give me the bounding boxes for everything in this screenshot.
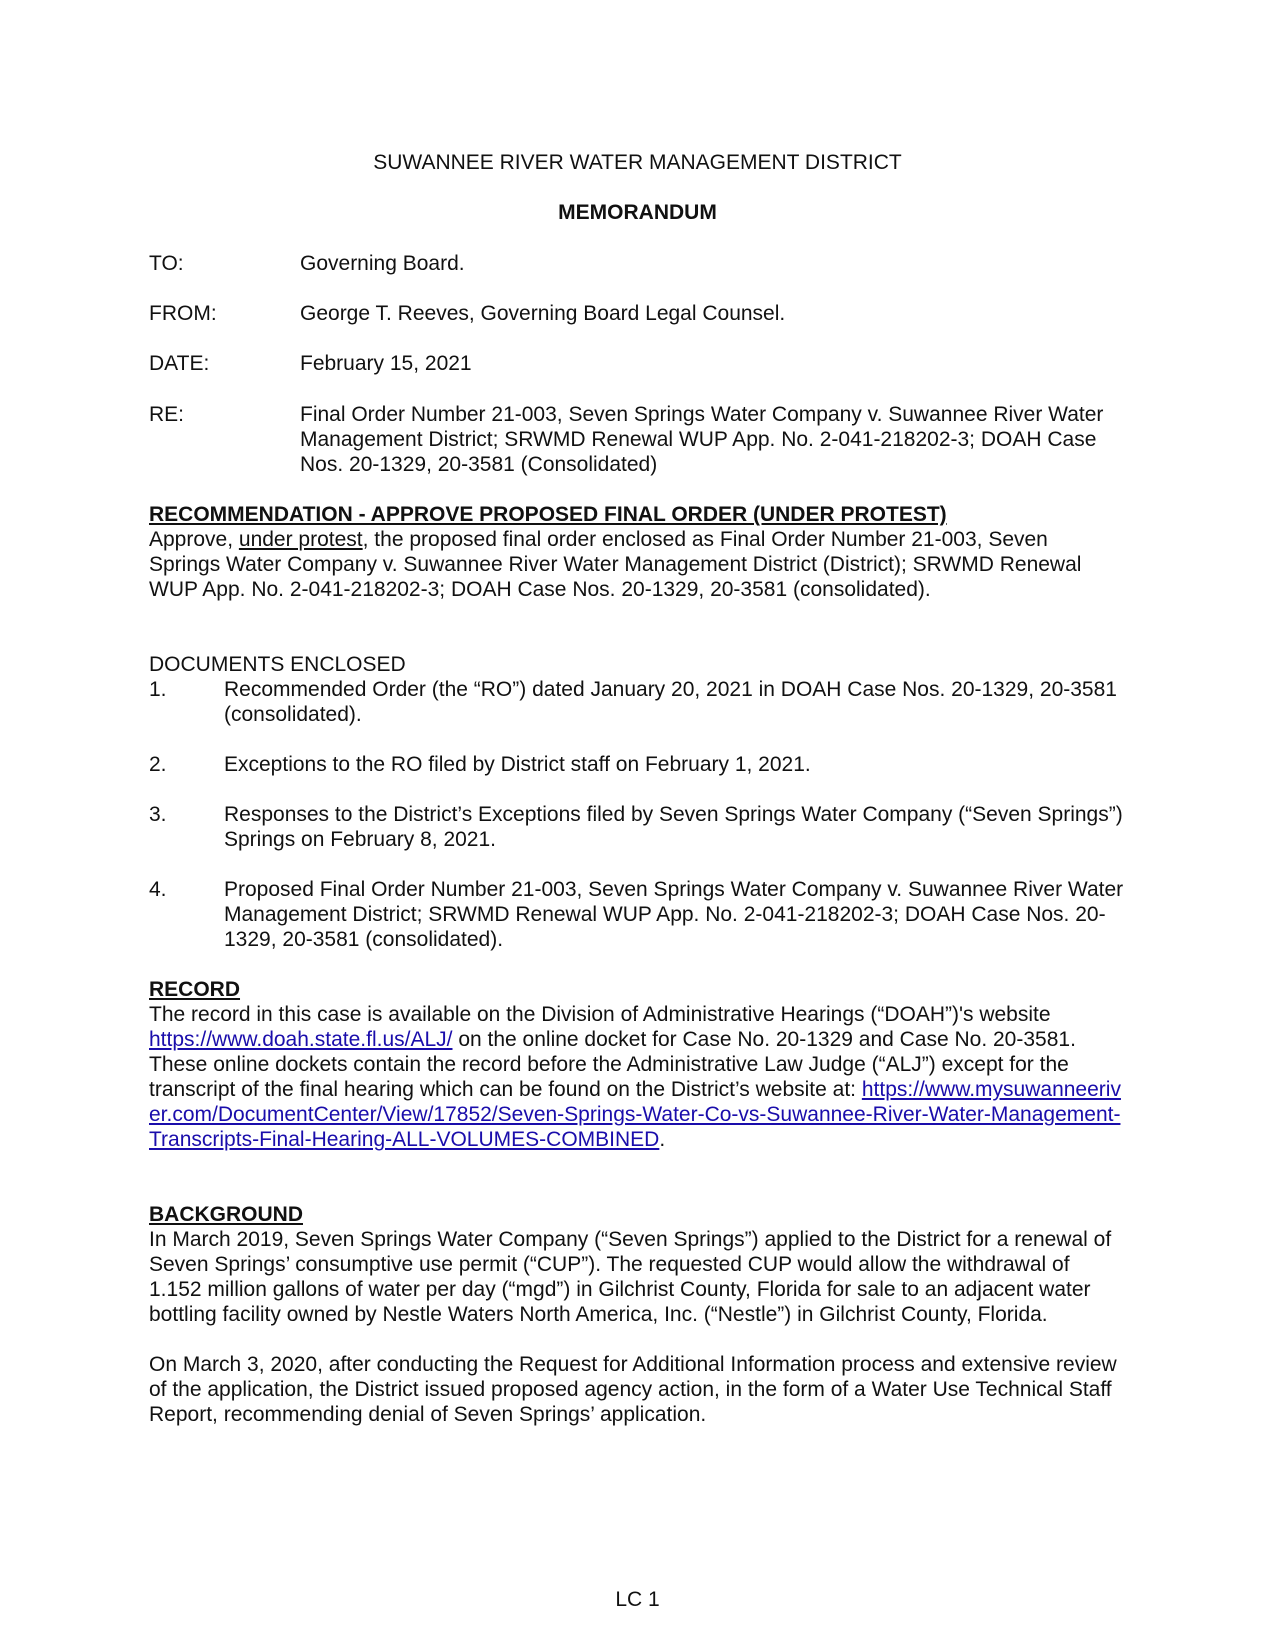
documents-heading: DOCUMENTS ENCLOSED [149, 653, 406, 676]
recommendation-section [149, 502, 1124, 602]
background-paragraph-1: In March 2019, Seven Springs Water Company (“Seven Springs”) applied to the District for a renewal of Seven Springs’ consumptive use permit (“CUP”). The requested CUP would allow the withdrawal of 1.152 million gallons of water per day (“mgd”) in Gilchrist County, Florida for sale to an adjacent water bottling facility owned by Nestle Waters North America, Inc. (“Nestle”) in Gilchrist County, Florida. [149, 1228, 1112, 1326]
list-item-text: Exceptions to the RO filed by District staff on February 1, 2021. [224, 753, 811, 776]
record-text-2: on the online docket for Case No. 20-1329 and Case No. 20-3581. These online dockets contain the record before the Administrative Law Judge (“ALJ”) except for the transcript of the final hearing which can be found on the District’s website at: [149, 1028, 1076, 1101]
background-heading: BACKGROUND [149, 1203, 303, 1226]
documents-list [0, 677, 1275, 951]
recommendation-text-end: , the proposed final order enclosed as Final Order Number 21-003, Seven Springs Water Company v. Suwannee River Water Management District (District); SRWMD Renewal WUP App. No. 2-041-218202-3; DOAH Case Nos. 20-1329, 20-3581 (consolidated). [149, 528, 1082, 601]
list-item-text: Responses to the District’s Exceptions filed by Seven Springs Water Company (“Seven Springs”) Springs on February 8, 2021. [224, 803, 1123, 851]
recommendation-text-start: Approve, [149, 528, 239, 551]
date-value: February 15, 2021 [300, 352, 472, 375]
recommendation-heading: RECOMMENDATION - APPROVE PROPOSED FINAL ORDER (UNDER PROTEST) [149, 503, 947, 526]
to-value: Governing Board. [300, 252, 465, 275]
organization-name: SUWANNEE RIVER WATER MANAGEMENT DISTRICT [373, 151, 902, 174]
re-value: Final Order Number 21-003, Seven Springs Water Company v. Suwannee River Water Management District; SRWMD Renewal WUP App. No. 2-041-218202-3; DOAH Case Nos. 20-1329, 20-3581 (Consolidated) [300, 403, 1104, 476]
date-label: DATE: [149, 352, 210, 375]
to-label: TO: [149, 252, 184, 275]
list-item-text: Recommended Order (the “RO”) dated January 20, 2021 in DOAH Case Nos. 20-1329, 20-3581 (consolidated). [224, 678, 1117, 726]
transcript-link[interactable]: https://www.mysuwanneeriver.com/DocumentCenter/View/17852/Seven-Springs-Water-Co-vs-Suwannee-River-Water-Management-Transcripts-Final-Hearing-ALL-VOLUMES-COMBINED [149, 1078, 1121, 1151]
recommendation-text [149, 527, 1124, 602]
from-value: George T. Reeves, Governing Board Legal Counsel. [300, 302, 786, 325]
record-section [149, 977, 1124, 1152]
list-item-number: 4. [149, 878, 167, 901]
list-item-number: 3. [149, 803, 167, 826]
background-paragraph-2: On March 3, 2020, after conducting the Request for Additional Information process and extensive review of the application, the District issued proposed agency action, in the form of a Water Use Technical Staff Report, recommending denial of Seven Springs’ application. [149, 1353, 1117, 1426]
list-item-text: Proposed Final Order Number 21-003, Seven Springs Water Company v. Suwannee River Water Management District; SRWMD Renewal WUP App. No. 2-041-218202-3; DOAH Case Nos. 20-1329, 20-3581 (consolidated). [224, 878, 1124, 951]
doah-link[interactable]: https://www.doah.state.fl.us/ALJ/ [149, 1028, 453, 1051]
record-text [149, 1002, 1124, 1152]
under-protest-underlined: under protest [238, 528, 363, 551]
record-text-3: . [659, 1128, 666, 1151]
re-label: RE: [149, 403, 185, 426]
record-heading: RECORD [149, 978, 241, 1001]
list-item-number: 2. [149, 753, 167, 776]
record-text-1: The record in this case is available on the Division of Administrative Hearings (“DOAH”)'s website [149, 1003, 1051, 1026]
from-label: FROM: [149, 302, 217, 325]
memo-title: MEMORANDUM [558, 201, 717, 224]
background-section [149, 1202, 1124, 1427]
page-number: LC 1 [615, 1588, 660, 1611]
list-item-number: 1. [149, 678, 167, 701]
